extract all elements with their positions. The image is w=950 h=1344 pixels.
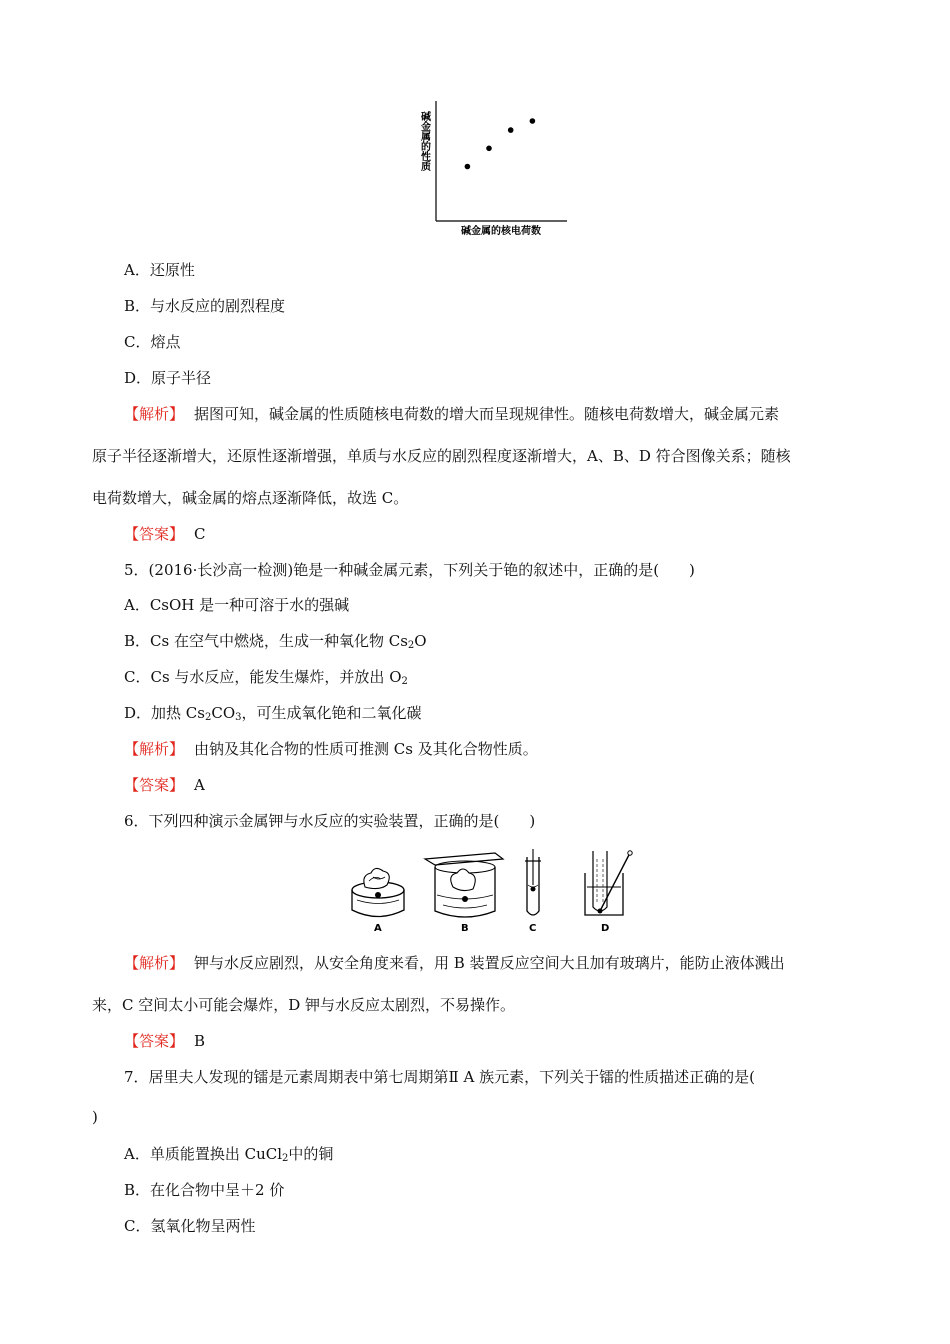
q5-analysis [124, 739, 538, 759]
answer-value: C [194, 525, 206, 543]
apparatus-d [585, 851, 632, 934]
label-a: A [374, 923, 382, 934]
q6-answer [124, 1031, 205, 1051]
data-point-1 [465, 164, 471, 170]
apparatus-figure [345, 845, 645, 937]
q4-answer [124, 524, 206, 544]
analysis-text: 据图可知，碱金属的性质随核电荷数的增大而呈现规律性。随核电荷数增大，碱金属元素 [194, 405, 780, 423]
apparatus-a [352, 868, 404, 934]
q5-answer [124, 775, 205, 795]
q7-stem-line1: 7．居里夫人发现的镭是元素周期表中第七周期第Ⅱ A 族元素，下列关于镭的性质描述正确的是( [124, 1068, 755, 1086]
analysis-tag: 【解析】 [124, 405, 185, 423]
data-point-2 [486, 146, 492, 152]
label-b: B [461, 923, 469, 934]
data-point-4 [530, 118, 536, 124]
answer-value: A [194, 776, 205, 794]
answer-value: B [194, 1032, 206, 1050]
answer-tag: 【答案】 [124, 776, 185, 794]
q6-analysis-line1 [124, 953, 785, 973]
q4-option-d: D．原子半径 [124, 369, 212, 387]
q5-option-d: D．加热 $Cs_2CO_3$，可生成氧化铯和二氧化碳 [124, 704, 422, 723]
q5-option-b: B．Cs 在空气中燃烧，生成一种氧化物 $Cs_2O$ [124, 632, 427, 651]
scatter-chart [405, 95, 585, 245]
analysis-text: 钾与水反应剧烈，从安全角度来看，用 B 装置反应空间大且加有玻璃片，能防止液体溅出 [194, 954, 785, 972]
x-axis-label: 碱金属的核电荷数 [461, 226, 541, 237]
q7-stem-line2: ) [92, 1108, 98, 1126]
q6-stem: 6．下列四种演示金属钾与水反应的实验装置，正确的是( ) [124, 812, 536, 830]
q6-analysis-line2: 来，C 空间太小可能会爆炸，D 钾与水反应太剧烈，不易操作。 [92, 996, 516, 1014]
label-c: C [529, 923, 537, 934]
data-point-3 [508, 127, 514, 133]
label-d: D [601, 923, 610, 934]
q4-analysis-line3: 电荷数增大，碱金属的熔点逐渐降低，故选 C。 [92, 489, 409, 507]
apparatus-c [525, 849, 541, 934]
q5-option-c: C．Cs 与水反应，能发生爆炸，并放出 $O_2$ [124, 668, 408, 687]
q4-option-c: C．熔点 [124, 333, 181, 351]
answer-tag: 【答案】 [124, 1032, 185, 1050]
q4-option-a: A．还原性 [124, 261, 195, 279]
analysis-text: 由钠及其化合物的性质可推测 Cs 及其化合物性质。 [194, 740, 538, 758]
analysis-tag: 【解析】 [124, 740, 185, 758]
q4-analysis-line2: 原子半径逐渐增大，还原性逐渐增强，单质与水反应的剧烈程度逐渐增大，A、B、D 符合图像关系；随核 [92, 447, 791, 465]
answer-tag: 【答案】 [124, 525, 185, 543]
y-axis-label: 碱金属的性质 [418, 111, 430, 171]
q5-stem: 5．(2016·长沙高一检测)铯是一种碱金属元素，下列关于铯的叙述中，正确的是( ) [124, 561, 695, 579]
q7-option-a: A．单质能置换出 CuCl$_2$中的铜 [124, 1145, 334, 1164]
q4-option-b: B．与水反应的剧烈程度 [124, 297, 286, 315]
apparatus-b [425, 853, 503, 934]
q5-option-a: A．CsOH 是一种可溶于水的强碱 [124, 596, 350, 614]
q7-option-c: C．氢氧化物呈两性 [124, 1217, 256, 1235]
q7-option-b: B．在化合物中呈＋2 价 [124, 1181, 285, 1199]
analysis-tag: 【解析】 [124, 954, 185, 972]
q4-analysis-line1 [124, 404, 779, 424]
points-layer [465, 118, 536, 169]
